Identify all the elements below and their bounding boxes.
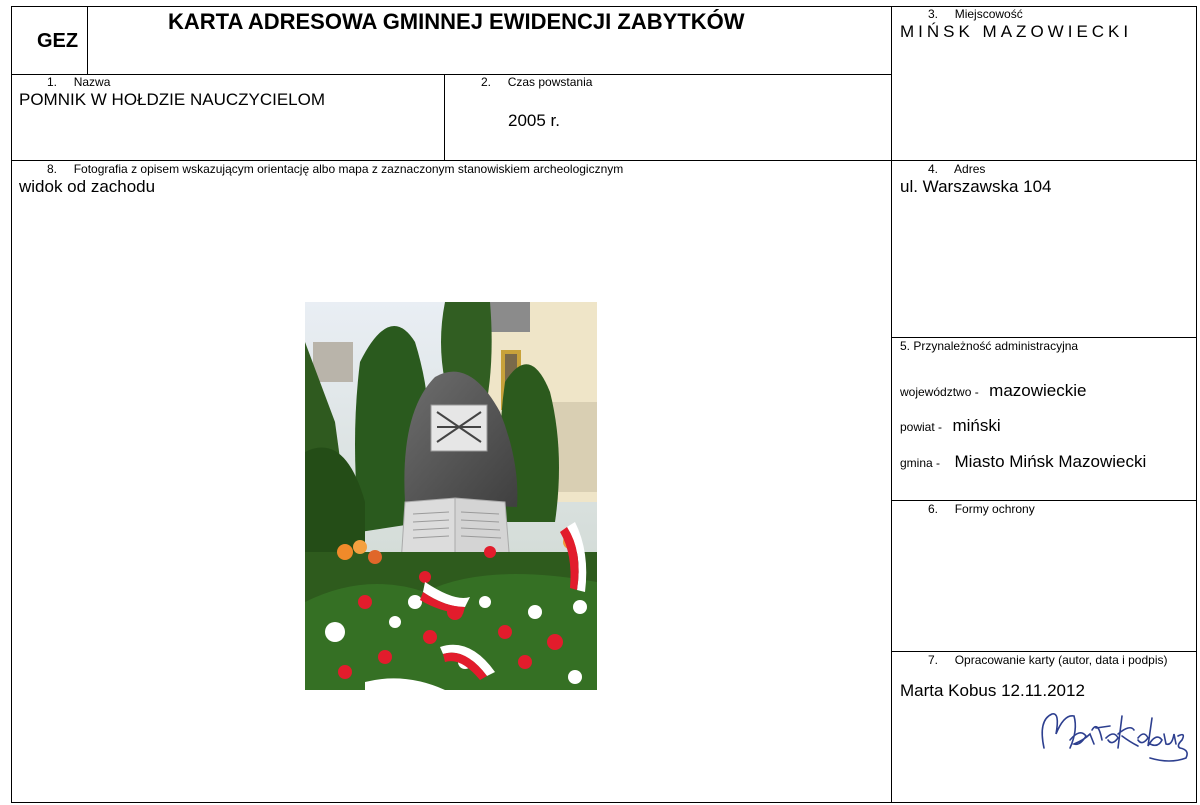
czas-value: 2005 r. bbox=[508, 111, 560, 130]
gmina-value: Miasto Mińsk Mazowiecki bbox=[954, 452, 1147, 471]
adres-label-text: Adres bbox=[954, 162, 986, 176]
fotografia-label-text: Fotografia z opisem wskazującym orientację albo mapa z zaznaczonym stanowiskiem archeologicznym bbox=[73, 162, 624, 176]
formy-label bbox=[928, 502, 1035, 516]
wojewodztwo-key: województwo - bbox=[900, 385, 979, 399]
powiat-key: powiat - bbox=[900, 420, 943, 434]
miejscowosc-label bbox=[928, 7, 1023, 21]
miejscowosc-num: 3. bbox=[928, 7, 939, 21]
miejscowosc-label-text: Miejscowość bbox=[954, 7, 1023, 21]
czas-label-text: Czas powstania bbox=[507, 75, 593, 89]
adres-label bbox=[928, 162, 985, 176]
czas-num: 2. bbox=[481, 75, 492, 89]
formy-num: 6. bbox=[928, 502, 939, 516]
czas-label bbox=[481, 75, 592, 89]
nazwa-label bbox=[47, 75, 110, 89]
fotografia-num: 8. bbox=[47, 162, 58, 176]
formy-label-text: Formy ochrony bbox=[954, 502, 1035, 516]
przynaleznosc-label: 5. Przynależność administracyjna bbox=[900, 339, 1079, 353]
opracowanie-num: 7. bbox=[928, 653, 939, 667]
gez-label: GEZ bbox=[37, 30, 79, 52]
wojewodztwo-row bbox=[900, 381, 1086, 401]
opracowanie-label-text: Opracowanie karty (autor, data i podpis) bbox=[954, 653, 1168, 667]
monument-photo bbox=[305, 302, 597, 690]
fotografia-label bbox=[47, 162, 623, 176]
miejscowosc-value: MIŃSK MAZOWIECKI bbox=[900, 22, 1133, 41]
adres-num: 4. bbox=[928, 162, 939, 176]
formy-cell bbox=[891, 500, 1197, 652]
signature bbox=[1030, 700, 1190, 770]
fotografia-value: widok od zachodu bbox=[19, 177, 156, 196]
adres-value: ul. Warszawska 104 bbox=[900, 177, 1052, 196]
gmina-key: gmina - bbox=[900, 456, 941, 470]
opracowanie-label bbox=[928, 653, 1167, 667]
nazwa-value: POMNIK W HOŁDZIE NAUCZYCIELOM bbox=[19, 90, 326, 109]
wojewodztwo-value: mazowieckie bbox=[989, 381, 1087, 400]
nazwa-num: 1. bbox=[47, 75, 58, 89]
opracowanie-value: Marta Kobus 12.11.2012 bbox=[900, 681, 1085, 700]
powiat-value: miński bbox=[952, 416, 1001, 435]
powiat-row bbox=[900, 416, 1001, 436]
gmina-row bbox=[900, 452, 1146, 472]
page-title: KARTA ADRESOWA GMINNEJ EWIDENCJI ZABYTKÓW bbox=[168, 9, 745, 34]
nazwa-label-text: Nazwa bbox=[73, 75, 111, 89]
